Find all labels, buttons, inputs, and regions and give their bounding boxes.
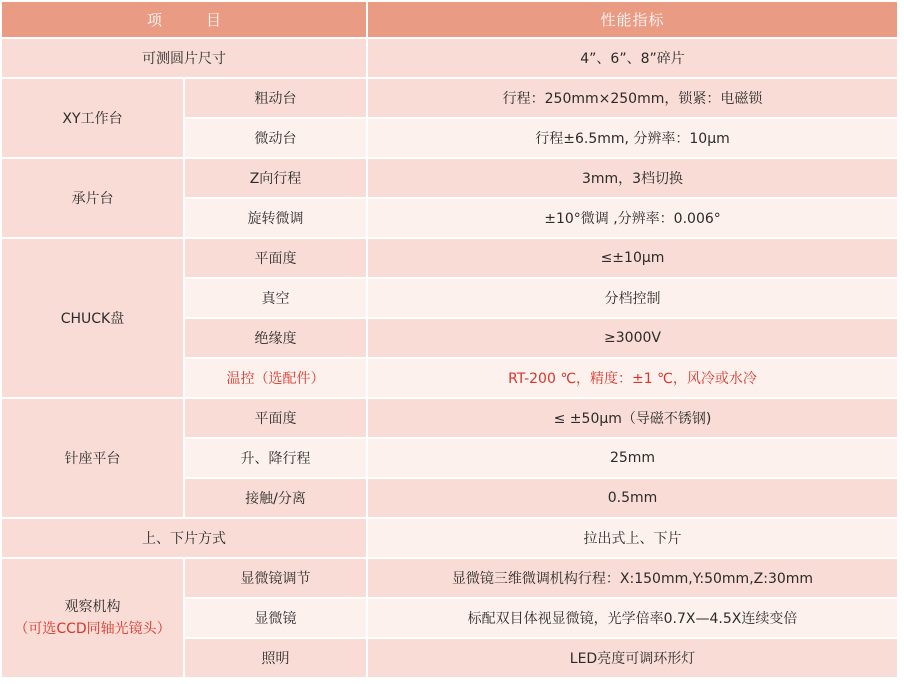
value-temp-control: RT-200 ℃，精度：±1 ℃，风冷或水冷 <box>368 359 897 397</box>
row-label-wafer-size: 可测圆片尺寸 <box>2 39 366 77</box>
category-observation <box>2 559 183 677</box>
header-row <box>2 2 897 37</box>
category-chuck: CHUCK盘 <box>2 239 183 397</box>
sub-label-coarse: 粗动台 <box>185 79 366 117</box>
sub-label-z-travel: Z向行程 <box>185 159 366 197</box>
header-item: 项 目 <box>2 2 366 37</box>
row-value-loading: 拉出式上、下片 <box>368 519 897 557</box>
sub-label-probe-flatness: 平面度 <box>185 399 366 437</box>
sub-label-insulation: 绝缘度 <box>185 319 366 357</box>
table-row <box>2 39 897 77</box>
row-value-wafer-size: 4”、6”、8”碎片 <box>368 39 897 77</box>
category-carrier: 承片台 <box>2 159 183 237</box>
sub-label-contact: 接触/分离 <box>185 479 366 517</box>
value-z-travel: 3mm，3档切换 <box>368 159 897 197</box>
table-row <box>2 519 897 557</box>
sub-label-vacuum: 真空 <box>185 279 366 317</box>
value-chuck-flatness: ≤±10μm <box>368 239 897 277</box>
sub-label-temp-control: 温控（选配件） <box>185 359 366 397</box>
value-contact: 0.5mm <box>368 479 897 517</box>
value-fine: 行程±6.5mm, 分辨率：10μm <box>368 119 897 157</box>
sub-label-rotation: 旋转微调 <box>185 199 366 237</box>
table-row <box>2 159 897 197</box>
sub-label-fine: 微动台 <box>185 119 366 157</box>
value-insulation: ≥3000V <box>368 319 897 357</box>
value-microscope-adjust: 显微镜三维微调机构行程：X:150mm,Y:50mm,Z:30mm <box>368 559 897 597</box>
value-probe-flatness: ≤ ±50μm（导磁不锈钢) <box>368 399 897 437</box>
observation-label: 观察机构 <box>64 599 121 615</box>
value-lift: 25mm <box>368 439 897 477</box>
row-label-loading: 上、下片方式 <box>2 519 366 557</box>
table-row <box>2 79 897 117</box>
sub-label-lighting: 照明 <box>185 639 366 677</box>
value-microscope: 标配双目体视显微镜，光学倍率0.7X—4.5X连续变倍 <box>368 599 897 637</box>
sub-label-microscope: 显微镜 <box>185 599 366 637</box>
sub-label-chuck-flatness: 平面度 <box>185 239 366 277</box>
table-row <box>2 399 897 437</box>
observation-note: （可选CCD同轴光镜头） <box>14 621 171 637</box>
sub-label-microscope-adjust: 显微镜调节 <box>185 559 366 597</box>
category-xy-stage: XY工作台 <box>2 79 183 157</box>
value-vacuum: 分档控制 <box>368 279 897 317</box>
header-spec: 性能指标 <box>368 2 897 37</box>
category-probe-platform: 针座平台 <box>2 399 183 517</box>
value-rotation: ±10°微调 ,分辨率：0.006° <box>368 199 897 237</box>
table-row <box>2 559 897 597</box>
table-row <box>2 239 897 277</box>
value-lighting: LED亮度可调环形灯 <box>368 639 897 677</box>
sub-label-lift: 升、降行程 <box>185 439 366 477</box>
value-coarse: 行程：250mm×250mm，锁紧：电磁锁 <box>368 79 897 117</box>
